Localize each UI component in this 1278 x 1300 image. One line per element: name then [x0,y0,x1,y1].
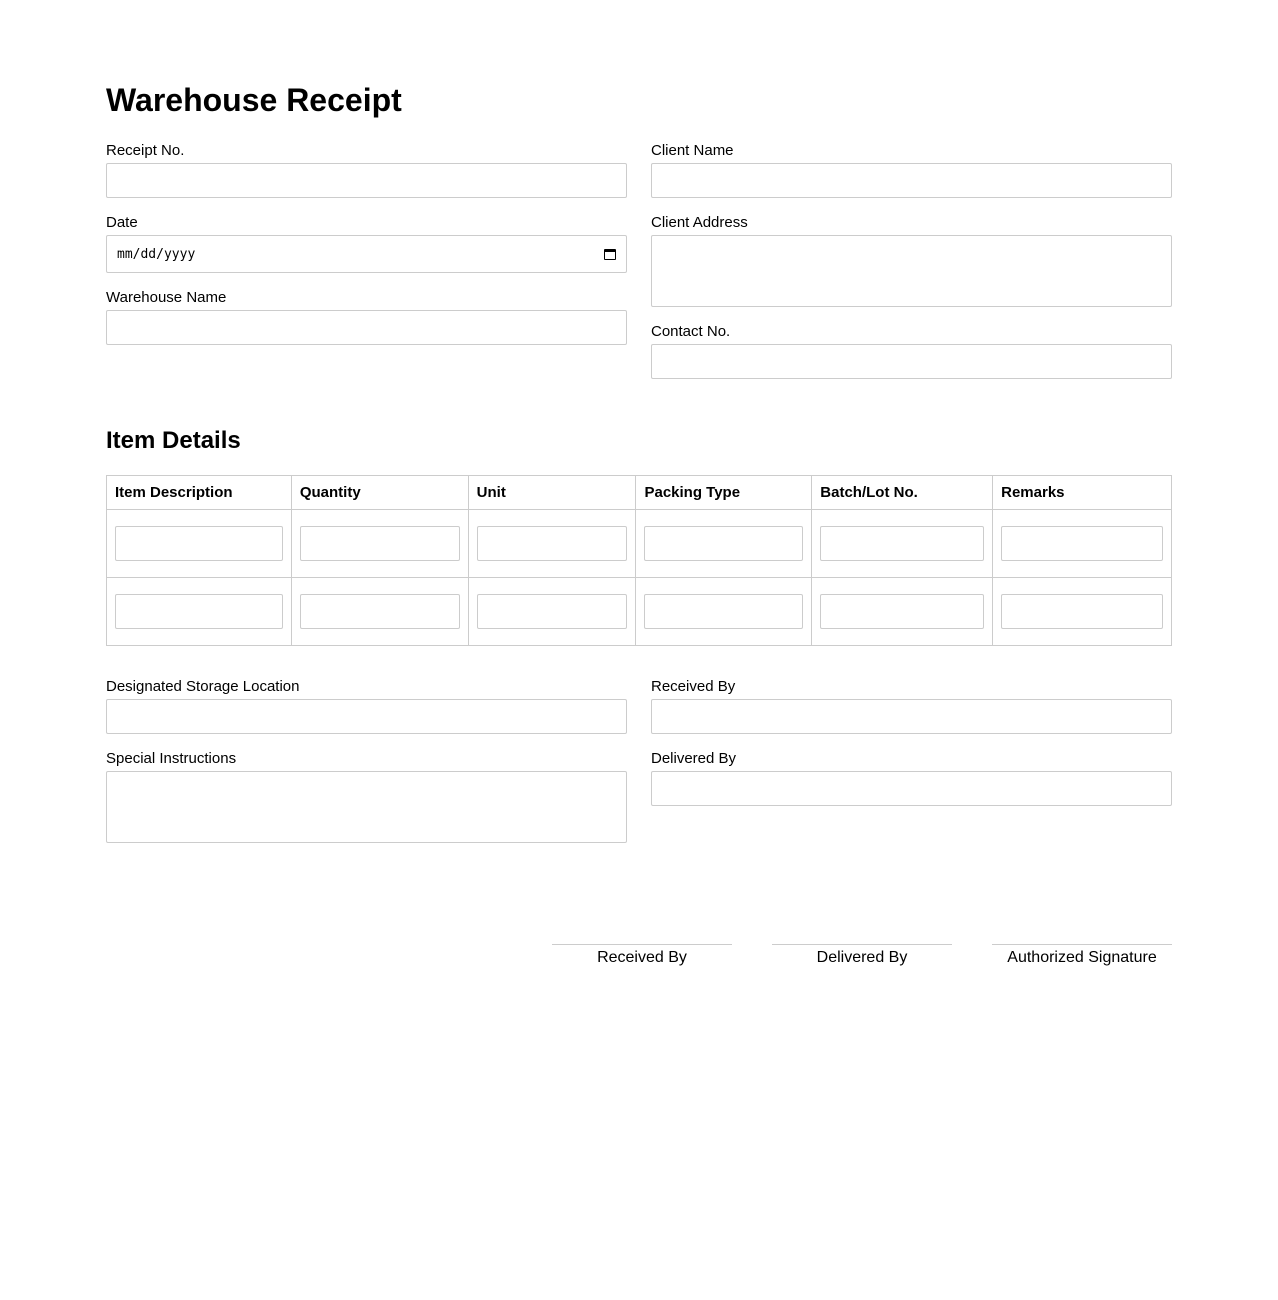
date-placeholder: mm/dd/yyyy [117,246,196,262]
contact-no-input[interactable] [651,344,1172,379]
column-header: Quantity [291,476,468,510]
column-header: Item Description [107,476,292,510]
column-header: Remarks [993,476,1172,510]
receipt-no-label: Receipt No. [106,142,185,159]
unit-input[interactable] [477,594,628,629]
signature-received-by: Received By [552,944,732,967]
calendar-icon[interactable] [604,249,616,260]
warehouse-name-input[interactable] [106,310,627,345]
column-header: Unit [468,476,636,510]
page-title: Warehouse Receipt [106,82,402,118]
items-table [106,475,1172,646]
contact-no-label: Contact No. [651,323,731,340]
column-header: Batch/Lot No. [812,476,993,510]
signature-delivered-by: Delivered By [772,944,952,967]
batch-lot-input[interactable] [820,526,984,561]
item-details-heading: Item Details [106,427,241,454]
storage-location-input[interactable] [106,699,627,734]
packing-type-input[interactable] [644,594,803,629]
column-header: Packing Type [636,476,812,510]
item-description-input[interactable] [115,526,283,561]
packing-type-input[interactable] [644,526,803,561]
client-address-label: Client Address [651,214,748,231]
warehouse-name-label: Warehouse Name [106,289,227,306]
storage-location-label: Designated Storage Location [106,678,300,695]
client-name-label: Client Name [651,142,734,159]
received-by-input[interactable] [651,699,1172,734]
client-name-input[interactable] [651,163,1172,198]
client-address-textarea[interactable] [651,235,1172,307]
item-description-input[interactable] [115,594,283,629]
date-label: Date [106,214,138,231]
signature-authorized: Authorized Signature [992,944,1172,967]
table-header-row [107,476,1172,510]
remarks-input[interactable] [1001,594,1163,629]
quantity-input[interactable] [300,594,460,629]
receipt-no-input[interactable] [106,163,627,198]
batch-lot-input[interactable] [820,594,984,629]
table-row [107,578,1172,646]
remarks-input[interactable] [1001,526,1163,561]
date-input[interactable] [106,235,627,273]
special-instructions-label: Special Instructions [106,750,237,767]
delivered-by-input[interactable] [651,771,1172,806]
special-instructions-textarea[interactable] [106,771,627,843]
table-row [107,510,1172,578]
unit-input[interactable] [477,526,628,561]
quantity-input[interactable] [300,526,460,561]
received-by-label: Received By [651,678,736,695]
delivered-by-label: Delivered By [651,750,737,767]
